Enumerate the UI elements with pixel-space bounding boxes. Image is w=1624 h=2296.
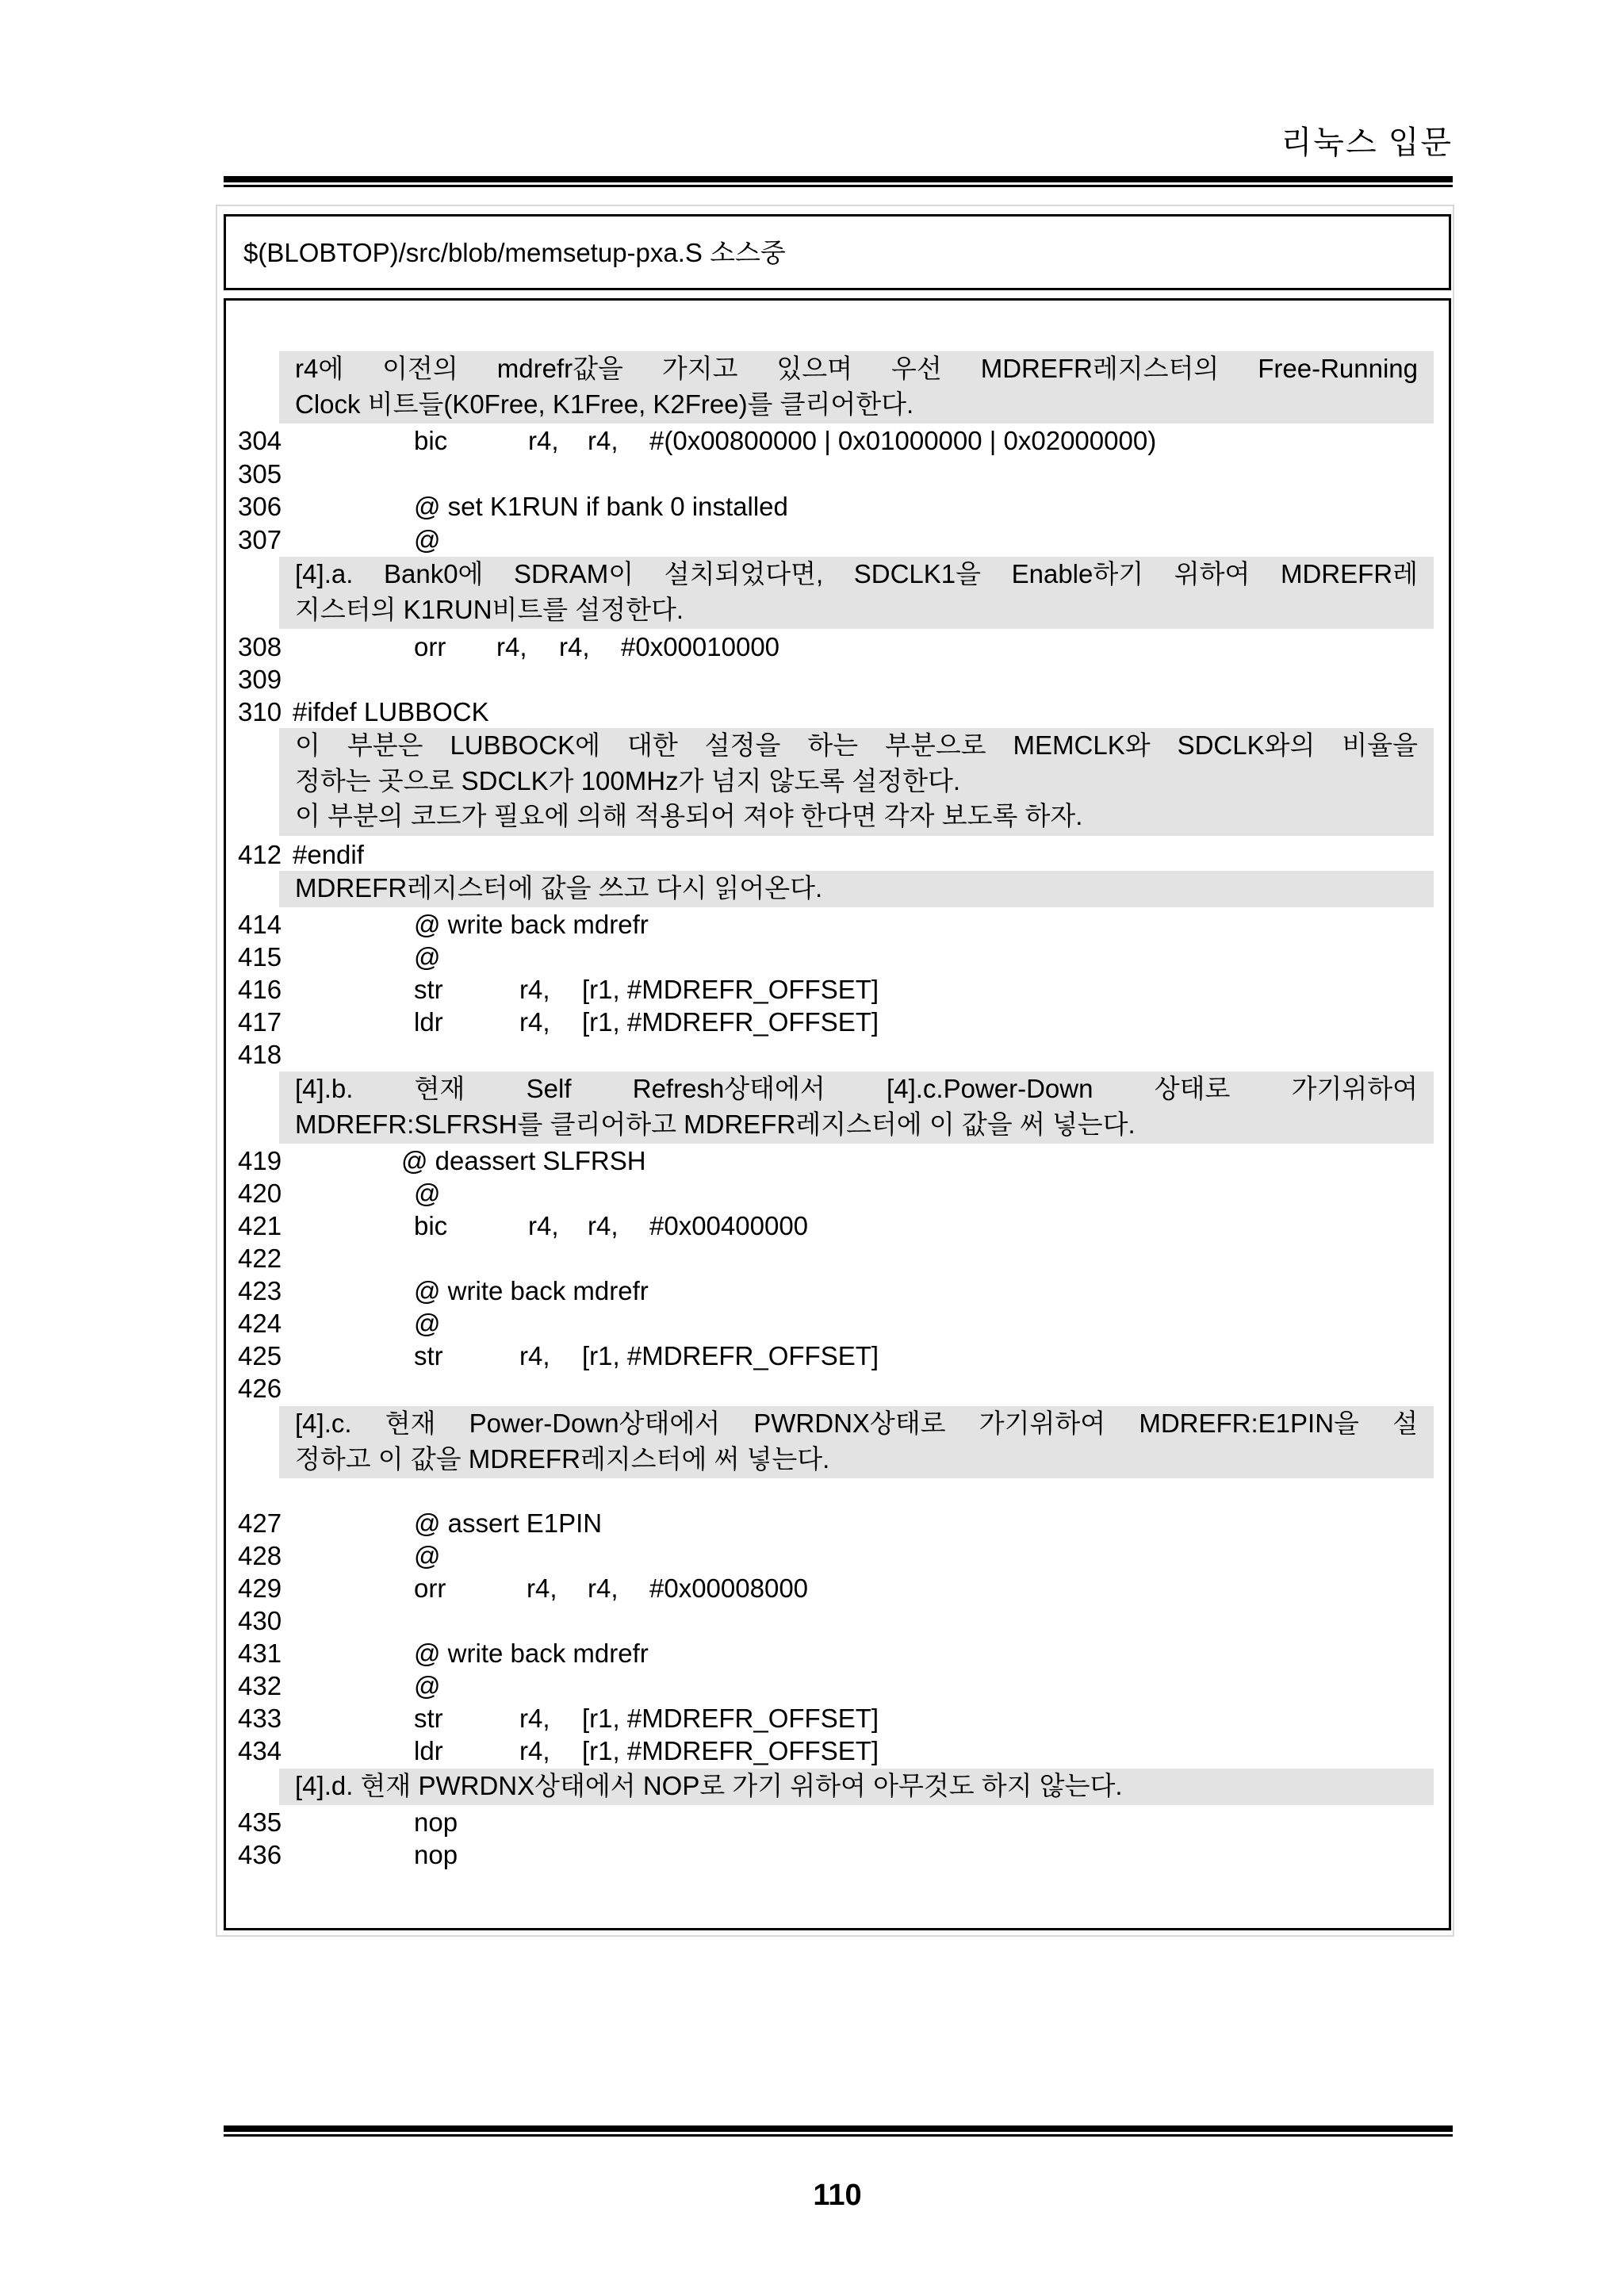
line-number: 422 <box>238 1244 282 1273</box>
code-arg: #(0x00800000 | 0x01000000 | 0x02000000) <box>649 426 1157 455</box>
code-arg: r4, <box>559 632 590 661</box>
line-number: 420 <box>238 1179 282 1208</box>
code-op: nop <box>414 1840 458 1869</box>
code-arg: #0x00010000 <box>621 632 780 661</box>
line-number: 427 <box>238 1508 282 1538</box>
line-number: 431 <box>238 1639 282 1668</box>
line-number: 304 <box>238 426 282 455</box>
note-line: Clock 비트들(K0Free, K1Free, K2Free)를 클리어한다. <box>295 389 914 419</box>
annotation-note <box>279 728 1434 836</box>
line-number: 417 <box>238 1007 282 1037</box>
code-text: @ write back mdrefr <box>414 1276 649 1305</box>
code-arg: [r1, #MDREFR_OFFSET] <box>582 1007 879 1037</box>
line-number: 308 <box>238 632 282 661</box>
line-number: 412 <box>238 840 282 869</box>
line-number: 425 <box>238 1341 282 1370</box>
page-header-title: 리눅스 입문 <box>1281 125 1453 160</box>
line-number: 305 <box>238 459 282 489</box>
line-number: 418 <box>238 1040 282 1069</box>
note-line: 정하고 이 값을 MDREFR레지스터에 써 넣는다. <box>295 1443 830 1474</box>
code-text: @ assert E1PIN <box>414 1508 603 1538</box>
note-line: MDREFR레지스터에 값을 쓰고 다시 읽어온다. <box>295 873 823 903</box>
code-arg: [r1, #MDREFR_OFFSET] <box>582 1341 879 1370</box>
code-text: #ifdef LUBBOCK <box>293 697 489 726</box>
code-arg: #0x00008000 <box>649 1573 809 1603</box>
line-number: 430 <box>238 1606 282 1635</box>
code-arg: [r1, #MDREFR_OFFSET] <box>582 1704 879 1733</box>
header-rule-thin <box>224 185 1453 187</box>
line-number: 436 <box>238 1840 282 1869</box>
code-arg: r4, <box>519 1704 550 1733</box>
line-number: 429 <box>238 1573 282 1603</box>
note-line: [4].a. Bank0에 SDRAM이 설치되었다면, SDCLK1을 Enable하기 위하여 MDREFR레 <box>295 559 1418 588</box>
line-number: 309 <box>238 665 282 694</box>
code-arg: r4, <box>528 426 559 455</box>
code-op: ldr <box>414 1736 443 1765</box>
code-text: @ write back mdrefr <box>414 910 649 939</box>
header-rule-thick <box>224 176 1453 182</box>
code-op: str <box>414 1341 443 1370</box>
note-line: 이 부분은 LUBBOCK에 대한 설정을 하는 부분으로 MEMCLK와 SDCLK와의 비율을 <box>295 730 1418 760</box>
code-text: @ <box>414 1541 441 1570</box>
code-text: #endif <box>293 840 364 869</box>
note-line: 지스터의 K1RUN비트를 설정한다. <box>295 594 684 624</box>
annotation-note <box>279 1769 1434 1805</box>
code-text: @ <box>414 942 441 972</box>
line-number: 421 <box>238 1211 282 1240</box>
page-number: 110 <box>813 2179 862 2212</box>
code-arg: r4, <box>519 1736 550 1765</box>
code-text: @ set K1RUN if bank 0 installed <box>414 492 788 521</box>
code-op: nop <box>414 1807 458 1837</box>
note-line: [4].b. 현재 Self Refresh상태에서 [4].c.Power-Down 상태로 가기위하여 <box>295 1074 1418 1103</box>
code-arg: r4, <box>528 1211 559 1240</box>
line-number: 432 <box>238 1671 282 1700</box>
code-arg: r4, <box>519 1341 550 1370</box>
code-arg: r4, <box>588 426 619 455</box>
footer-rule-thin <box>224 2134 1453 2137</box>
annotation-note <box>279 351 1434 424</box>
note-line: 이 부분의 코드가 필요에 의해 적용되어 져야 한다면 각자 보도록 하자. <box>295 801 1083 830</box>
line-number: 415 <box>238 942 282 972</box>
line-number: 428 <box>238 1541 282 1570</box>
code-op: str <box>414 975 443 1004</box>
code-arg: r4, <box>519 1007 550 1037</box>
code-text: @ <box>414 525 441 554</box>
annotation-note <box>279 1406 1434 1478</box>
note-line: [4].c. 현재 Power-Down상태에서 PWRDNX상태로 가기위하여 MDREFR:E1PIN을 설 <box>295 1409 1418 1438</box>
line-number: 426 <box>238 1374 282 1403</box>
code-arg: [r1, #MDREFR_OFFSET] <box>582 1736 879 1765</box>
line-number: 424 <box>238 1309 282 1338</box>
code-op: bic <box>414 1211 448 1240</box>
note-line: MDREFR:SLFRSH를 클리어하고 MDREFR레지스터에 이 값을 써 넣는다. <box>295 1109 1136 1139</box>
code-arg: r4, <box>519 975 550 1004</box>
code-op: ldr <box>414 1007 443 1037</box>
code-op: orr <box>414 1573 446 1603</box>
code-arg: r4, <box>588 1573 619 1603</box>
line-number: 306 <box>238 492 282 521</box>
code-op: bic <box>414 426 448 455</box>
footer-rule-thick <box>224 2125 1453 2132</box>
line-number: 434 <box>238 1736 282 1765</box>
code-text: @ write back mdrefr <box>414 1639 649 1668</box>
annotation-note <box>279 1071 1434 1144</box>
code-text: @ <box>414 1179 441 1208</box>
code-arg: r4, <box>588 1211 619 1240</box>
code-text: @ deassert SLFRSH <box>401 1146 646 1175</box>
line-number: 310 <box>238 697 282 726</box>
code-arg: #0x00400000 <box>649 1211 809 1240</box>
code-op: orr <box>414 632 446 661</box>
annotation-note <box>279 557 1434 629</box>
code-arg: r4, <box>527 1573 557 1603</box>
line-number: 416 <box>238 975 282 1004</box>
code-text: @ <box>414 1309 441 1338</box>
line-number: 423 <box>238 1276 282 1305</box>
line-number: 435 <box>238 1807 282 1837</box>
line-number: 433 <box>238 1704 282 1733</box>
line-number: 414 <box>238 910 282 939</box>
note-line: 정하는 곳으로 SDCLK가 100MHz가 넘지 않도록 설정한다. <box>295 765 961 795</box>
annotation-note <box>279 871 1434 907</box>
note-line: r4에 이전의 mdrefr값을 가지고 있으며 우선 MDREFR레지스터의 Free-Running <box>295 354 1418 383</box>
line-number: 307 <box>238 525 282 554</box>
line-number: 419 <box>238 1146 282 1175</box>
file-title: $(BLOBTOP)/src/blob/memsetup-pxa.S 소스중 <box>243 238 786 267</box>
code-arg: [r1, #MDREFR_OFFSET] <box>582 975 879 1004</box>
code-text: @ <box>414 1671 441 1700</box>
code-op: str <box>414 1704 443 1733</box>
code-arg: r4, <box>496 632 527 661</box>
note-line: [4].d. 현재 PWRDNX상태에서 NOP로 가기 위하여 아무것도 하지 않는다. <box>295 1771 1123 1800</box>
file-title-box <box>224 214 1451 290</box>
